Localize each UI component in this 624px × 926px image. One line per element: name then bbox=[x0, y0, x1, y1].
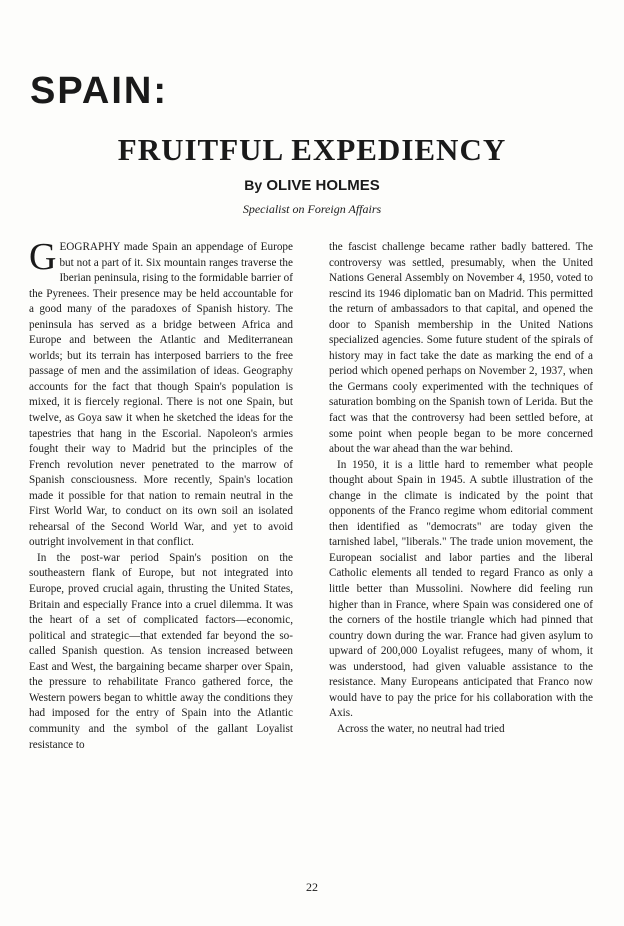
article-column-left bbox=[29, 240, 293, 878]
author-name: OLIVE HOLMES bbox=[266, 177, 380, 194]
byline-prefix: By bbox=[244, 177, 263, 193]
paragraph bbox=[29, 240, 293, 551]
author-title: Specialist on Foreign Affairs bbox=[242, 202, 382, 216]
paragraph: the fascist challenge became rather badly battered. The controversy was settled, presumably, when the United Nations General Assembly on November 4, 1950, voted to rescind its 1946 diplomatic ban on Madrid. This permitted the return of ambassadors to that capital, and opened the door to Spanish membership in the United Nations specialized agencies. Some future student of the spirals of history may in fact take the date as marking the end of a period which opened perhaps on November 2, 1937, when the Germans cooly experimented with the techniques of saturation bombing on the Spanish town of Lerida. But the fact was that the controversy had been settled before, at some point when people began to be more concerned about the war ahead than the war behind. bbox=[329, 241, 593, 456]
page-number: 22 bbox=[306, 880, 318, 894]
paragraph-text: EOGRAPHY made Spain an appendage of Europe but not a part of it. Six mountain ranges traverse the Iberian peninsula, rising to the formidable barrier of the Pyrenees. Their presence may be held accountable for a good many of the paradoxes of Spanish history. The peninsula has served as a bridge between Africa and Europe and between the Atlantic and Mediterranean worlds; but its terrain has interposed barriers to the free passage of men and the assimilation of ideas. Geography accounts for the fact that though Spain's population is mixed, it is fiercely regional. There is not one Spain, but twelve, as Goya saw it when he sketched the ideas for the tapestries that hang in the Escorial. Napoleon's armies fought their way to Madrid but the principles of the French revolution never penetrated to the marrow of Spanish consciousness. More recently, Spain's location made it possible for that nation to remain neutral in the First World War, to conduct on its own soil an isolated rehearsal of the Second World War, and yet to avoid outright involvement in that conflict. bbox=[29, 241, 293, 549]
byline bbox=[0, 177, 624, 194]
article-headline: FRUITFUL EXPEDIENCY bbox=[117, 132, 507, 167]
article-column-right bbox=[329, 240, 593, 878]
paragraph: Across the water, no neutral had tried bbox=[337, 722, 505, 735]
paragraph: In 1950, it is a little hard to remember what people thought about Spain in 1945. A subtle illustration of the change in the climate is indicated by the point that opponents of the Franco regime whom editorial comment then identified as "democrats" are today given the tarnished label, "liberals." The trade union movement, the European socialist and labor parties and the liberal Catholic elements all tended to regard Franco as only a little better than Mussolini. Nowhere did feeling run higher than in France, where Spain was considered one of the corners of the hostile triangle which had pinned that country down during the war. France had given asylum to upward of 200,000 Loyalist refugees, many of whom, it was understood, had given valuable assistance to the resistance. Many Europeans anticipated that Franco now would have to pay the price for his collaboration with the Axis. bbox=[329, 458, 593, 720]
drop-cap: G bbox=[29, 240, 57, 278]
country-heading: SPAIN: bbox=[30, 70, 168, 112]
paragraph: In the post-war period Spain's position on the southeastern flank of Europe, but not integrated into Europe, proved crucial again, thrusting the United States, Britain and especially France into a cruel dilemma. It was the heart of a set of complicated factors—economic, political and strategic—that extended far beyond the so-called Spanish question. As tension increased between East and West, the bargaining became sharper over Spain, the pressure to rehabilitate Franco gathered force, the Western powers began to whittle away the conditions they had imposed for the entry of Spain into the Atlantic community and the symbol of the gallant Loyalist resistance to bbox=[29, 551, 293, 751]
